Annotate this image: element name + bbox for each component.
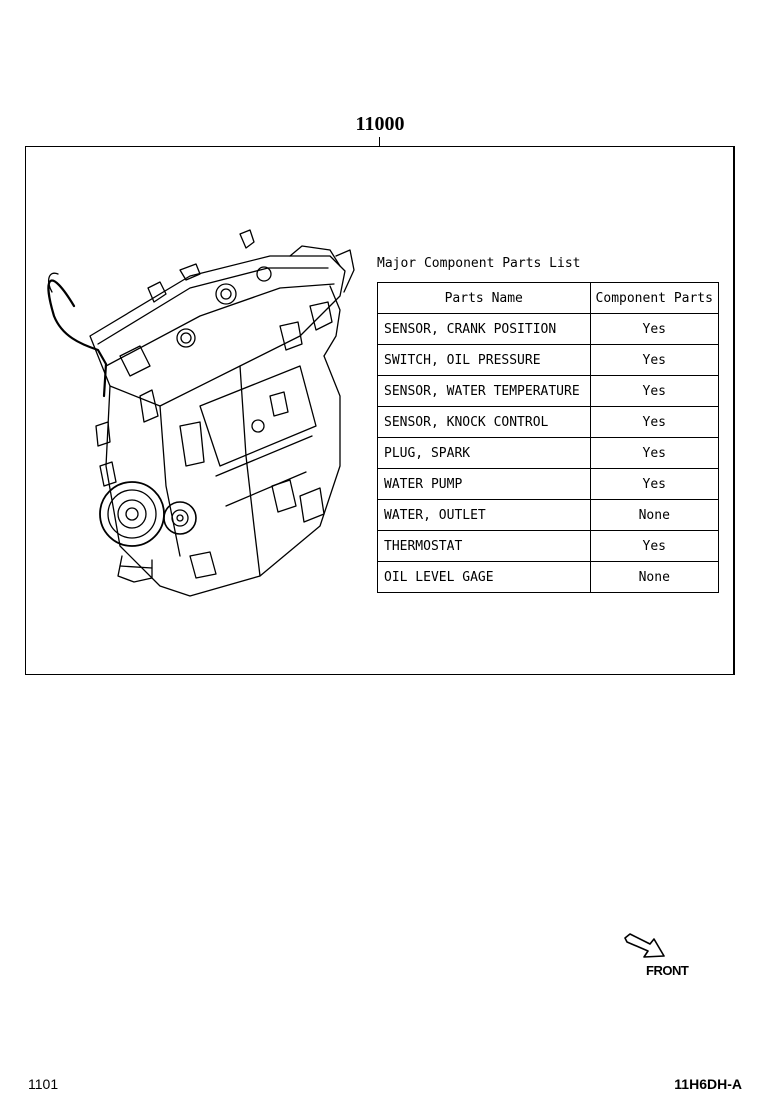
component-value-cell: Yes — [590, 438, 719, 469]
front-direction-label: FRONT — [646, 963, 689, 978]
component-parts-table — [377, 282, 719, 593]
table-row — [378, 376, 719, 407]
part-name-cell: OIL LEVEL GAGE — [378, 562, 591, 593]
component-list-title: Major Component Parts List — [377, 256, 581, 271]
table-row — [378, 438, 719, 469]
table-row — [378, 469, 719, 500]
part-name-cell: SENSOR, KNOCK CONTROL — [378, 407, 591, 438]
part-number-leader-line — [379, 137, 380, 146]
table-row — [378, 345, 719, 376]
component-value-cell: Yes — [590, 531, 719, 562]
part-number-label: 11000 — [355, 113, 405, 135]
front-direction-arrow-icon — [622, 932, 668, 960]
table-row — [378, 500, 719, 531]
column-header-component-parts: Component Parts — [590, 283, 719, 314]
component-value-cell: Yes — [590, 469, 719, 500]
part-name-cell: SWITCH, OIL PRESSURE — [378, 345, 591, 376]
component-value-cell: Yes — [590, 376, 719, 407]
part-name-cell: SENSOR, WATER TEMPERATURE — [378, 376, 591, 407]
table-row — [378, 531, 719, 562]
part-name-cell: WATER PUMP — [378, 469, 591, 500]
table-header-row — [378, 283, 719, 314]
component-value-cell: Yes — [590, 345, 719, 376]
column-header-parts-name: Parts Name — [378, 283, 591, 314]
engine-assembly-illustration — [40, 226, 360, 606]
illustration-code: 11H6DH-A — [674, 1076, 742, 1092]
component-value-cell: None — [590, 500, 719, 531]
component-value-cell: None — [590, 562, 719, 593]
part-name-cell: PLUG, SPARK — [378, 438, 591, 469]
part-name-cell: WATER, OUTLET — [378, 500, 591, 531]
part-name-cell: SENSOR, CRANK POSITION — [378, 314, 591, 345]
part-name-cell: THERMOSTAT — [378, 531, 591, 562]
component-value-cell: Yes — [590, 314, 719, 345]
table-row — [378, 562, 719, 593]
page-code: 1101 — [28, 1076, 59, 1092]
component-value-cell: Yes — [590, 407, 719, 438]
table-row — [378, 314, 719, 345]
table-row — [378, 407, 719, 438]
